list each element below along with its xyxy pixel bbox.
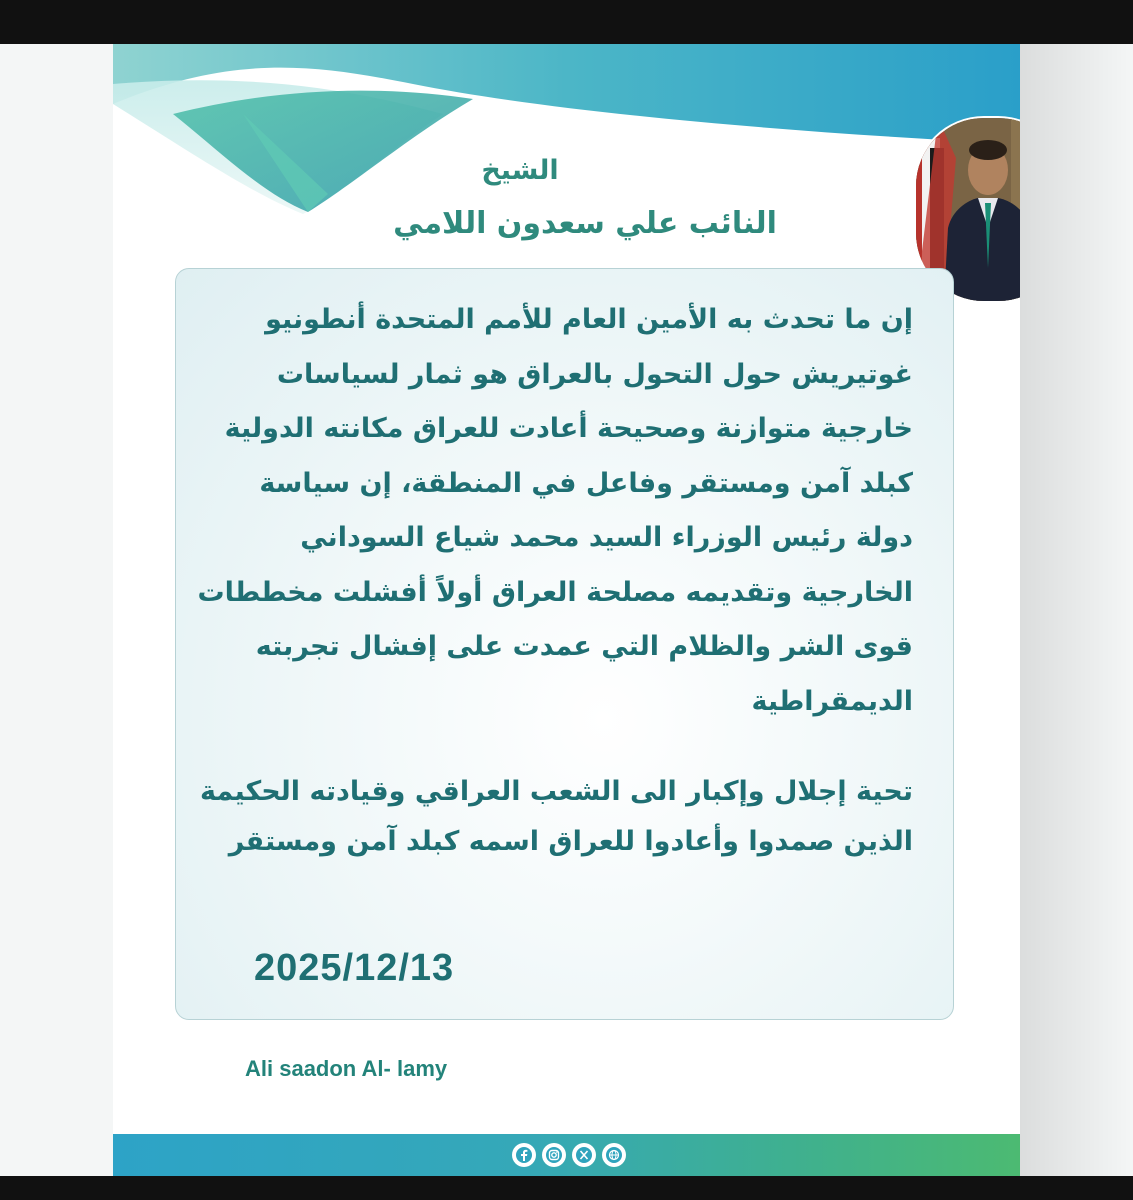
facebook-icon[interactable] bbox=[512, 1143, 536, 1167]
top-black-bar bbox=[0, 0, 1133, 44]
honorific-title: الشيخ bbox=[481, 155, 559, 186]
statement-date: 2025/12/13 bbox=[254, 947, 455, 989]
instagram-icon[interactable] bbox=[542, 1143, 566, 1167]
footer-bar bbox=[113, 1134, 1020, 1176]
edge-shadow bbox=[1020, 44, 1133, 1176]
bottom-black-bar bbox=[0, 1176, 1133, 1200]
member-name-title: النائب علي سعدون اللامي bbox=[393, 206, 777, 241]
greeting-paragraph: تحية إجلال وإكبار الى الشعب العراقي وقيادته الحكيمة الذين صمدوا وأعادوا للعراق اسمه كبلد آمن ومستقر bbox=[200, 776, 913, 857]
signature-text: Ali saadon Al- lamy bbox=[245, 1056, 448, 1081]
statement-box bbox=[175, 268, 954, 1020]
social-icons bbox=[512, 1143, 626, 1167]
x-icon[interactable] bbox=[572, 1143, 596, 1167]
statement-paragraph: إن ما تحدث به الأمين العام للأمم المتحدة أنطونيو غوتيريش حول التحول بالعراق هو ثمار لسياسات خارجية متوازنة وصحيحة أعادت للعراق مكانته الدولية كبلد آمن ومستقر وفاعل في المنطقة، إن سياسة دولة رئيس الوزراء السيد محمد شياع السوداني الخارجية وتقديمه مصلحة العراق أولاً أفشلت مخططات قوى الشر والظلام التي عمدت على إفشال تجربته الديمقراطية bbox=[197, 304, 913, 717]
web-icon[interactable] bbox=[602, 1143, 626, 1167]
